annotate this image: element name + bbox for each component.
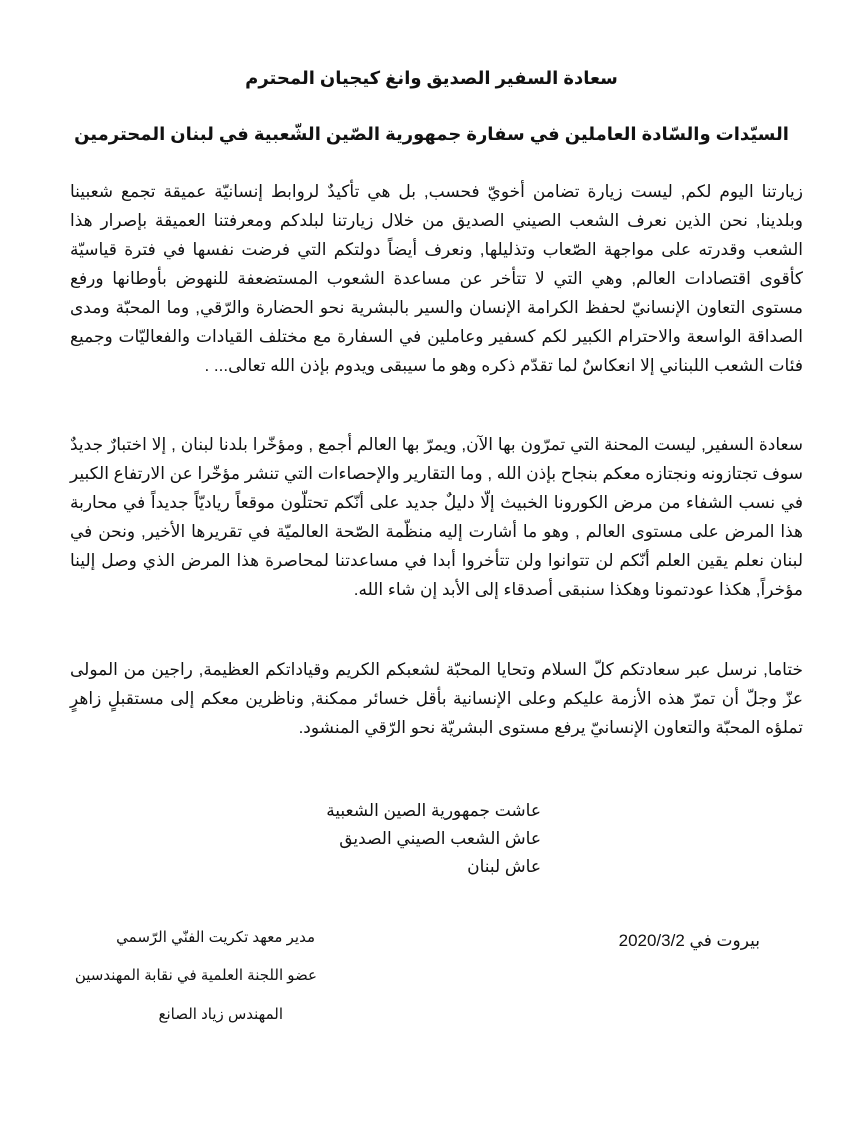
signature-committee: عضو اللجنة العلمية في نقابة المهندسين xyxy=(74,967,317,984)
body-paragraph-closing: ختاما, نرسل عبر سعادتكم كلّ السلام وتحايا المحبّة لشعبكم الكريم وقياداتكم العظيمة, راجين من المولى عزّ وجلّ أن تمرّ هذه الأزمة عليكم وعلى الإنسانية بأقل خسائر ممكنة, وناظرين معكم إلى مستقبلٍ زاهرٍ تملؤه المحبّة والتعاون الإنسانيّ يرفع مستوى البشريّة نحو الرّقي المنشود. xyxy=(70,660,803,737)
signature-block xyxy=(75,928,315,1025)
body-paragraph-crisis: سعادة السفير, ليست المحنة التي تمرّون بها الآن, ويمرّ بها العالم أجمع , ومؤخّرا بلدنا لبنان , إلا اختبارٌ جديدٌ سوف تجتازونه ونجتازه معكم بنجاح بإذن الله , وما التقارير والإحصاءات التي تنشر مؤخّرا عن الارتفاع الكبير في نسب الشفاء من مرض الكورونا الخبيث إلّا دليلٌ جديد على أنّكم تحتلّون موقعاً رياديّاً جديداً في محاربة هذا المرض على مستوى العالم , وهو ما أشارت إليه منظّمة الصّحة العالميّة في تقريرها الأخير, ونحن في لبنان نعلم يقين العلم أنّكم لن تتوانوا ولن تتأخروا أبدا في مساعدتنا لمحاصرة هذا المرض الذي وصل إلينا مؤخراً, هكذا عودتمونا وهكذا سنبقى أصدقاء إلى الأبد إن شاء الله. xyxy=(70,435,803,599)
signature-title: مدير معهد تكريت الفنّي الرّسمي xyxy=(116,929,315,946)
signature-name: المهندس زياد الصانع xyxy=(158,1006,283,1023)
salutation-heading: سعادة السفير الصديق وانغ كيجيان المحترم xyxy=(245,68,618,88)
closing-line-chinese-people: عاش الشعب الصيني الصديق xyxy=(339,829,541,848)
place-and-date: بيروت في 2020/3/2 xyxy=(618,931,760,950)
closing-slogans xyxy=(326,797,541,881)
closing-line-lebanon: عاش لبنان xyxy=(467,857,541,876)
body-paragraph-visit: زيارتنا اليوم لكم, ليست زيارة تضامن أخويّ فحسب, بل هي تأكيدٌ لروابط إنسانيّة عميقة تجمع شعبينا وبلدينا, نحن الذين نعرف الشعب الصيني الصديق من خلال زيارتنا لبلدكم ومعرفتنا العميقة بإصرار هذا الشعب وقدرته على مواجهة الصّعاب وتذليلها, ونعرف أيضاً دولتكم التي فرضت نفسها في فترة قياسيّة كأقوى اقتصادات العالم, وهي التي لا تتأخر عن مساعدة الشعوب المستضعفة للنهوض بأوطانها ورفع مستوى التعاون الإنسانيّ لحفظ الكرامة الإنسان والسير بالبشرية نحو الحضارة والرّقي, وما المحبّة ومدى الصداقة الواسعة والاحترام الكبير لكم كسفير وعاملين في السفارة مع مختلف القيادات والفعاليّات وجميع فئات الشعب اللبناني إلا انعكاسٌ لما تقدّم ذكره وهو ما سيبقى ويدوم بإذن الله تعالى... . xyxy=(70,182,803,375)
closing-line-china: عاشت جمهورية الصين الشعبية xyxy=(326,801,541,820)
addressees-heading: السيّدات والسّادة العاملين في سفارة جمهورية الصّين الشّعبية في لبنان المحترمين xyxy=(74,124,789,144)
